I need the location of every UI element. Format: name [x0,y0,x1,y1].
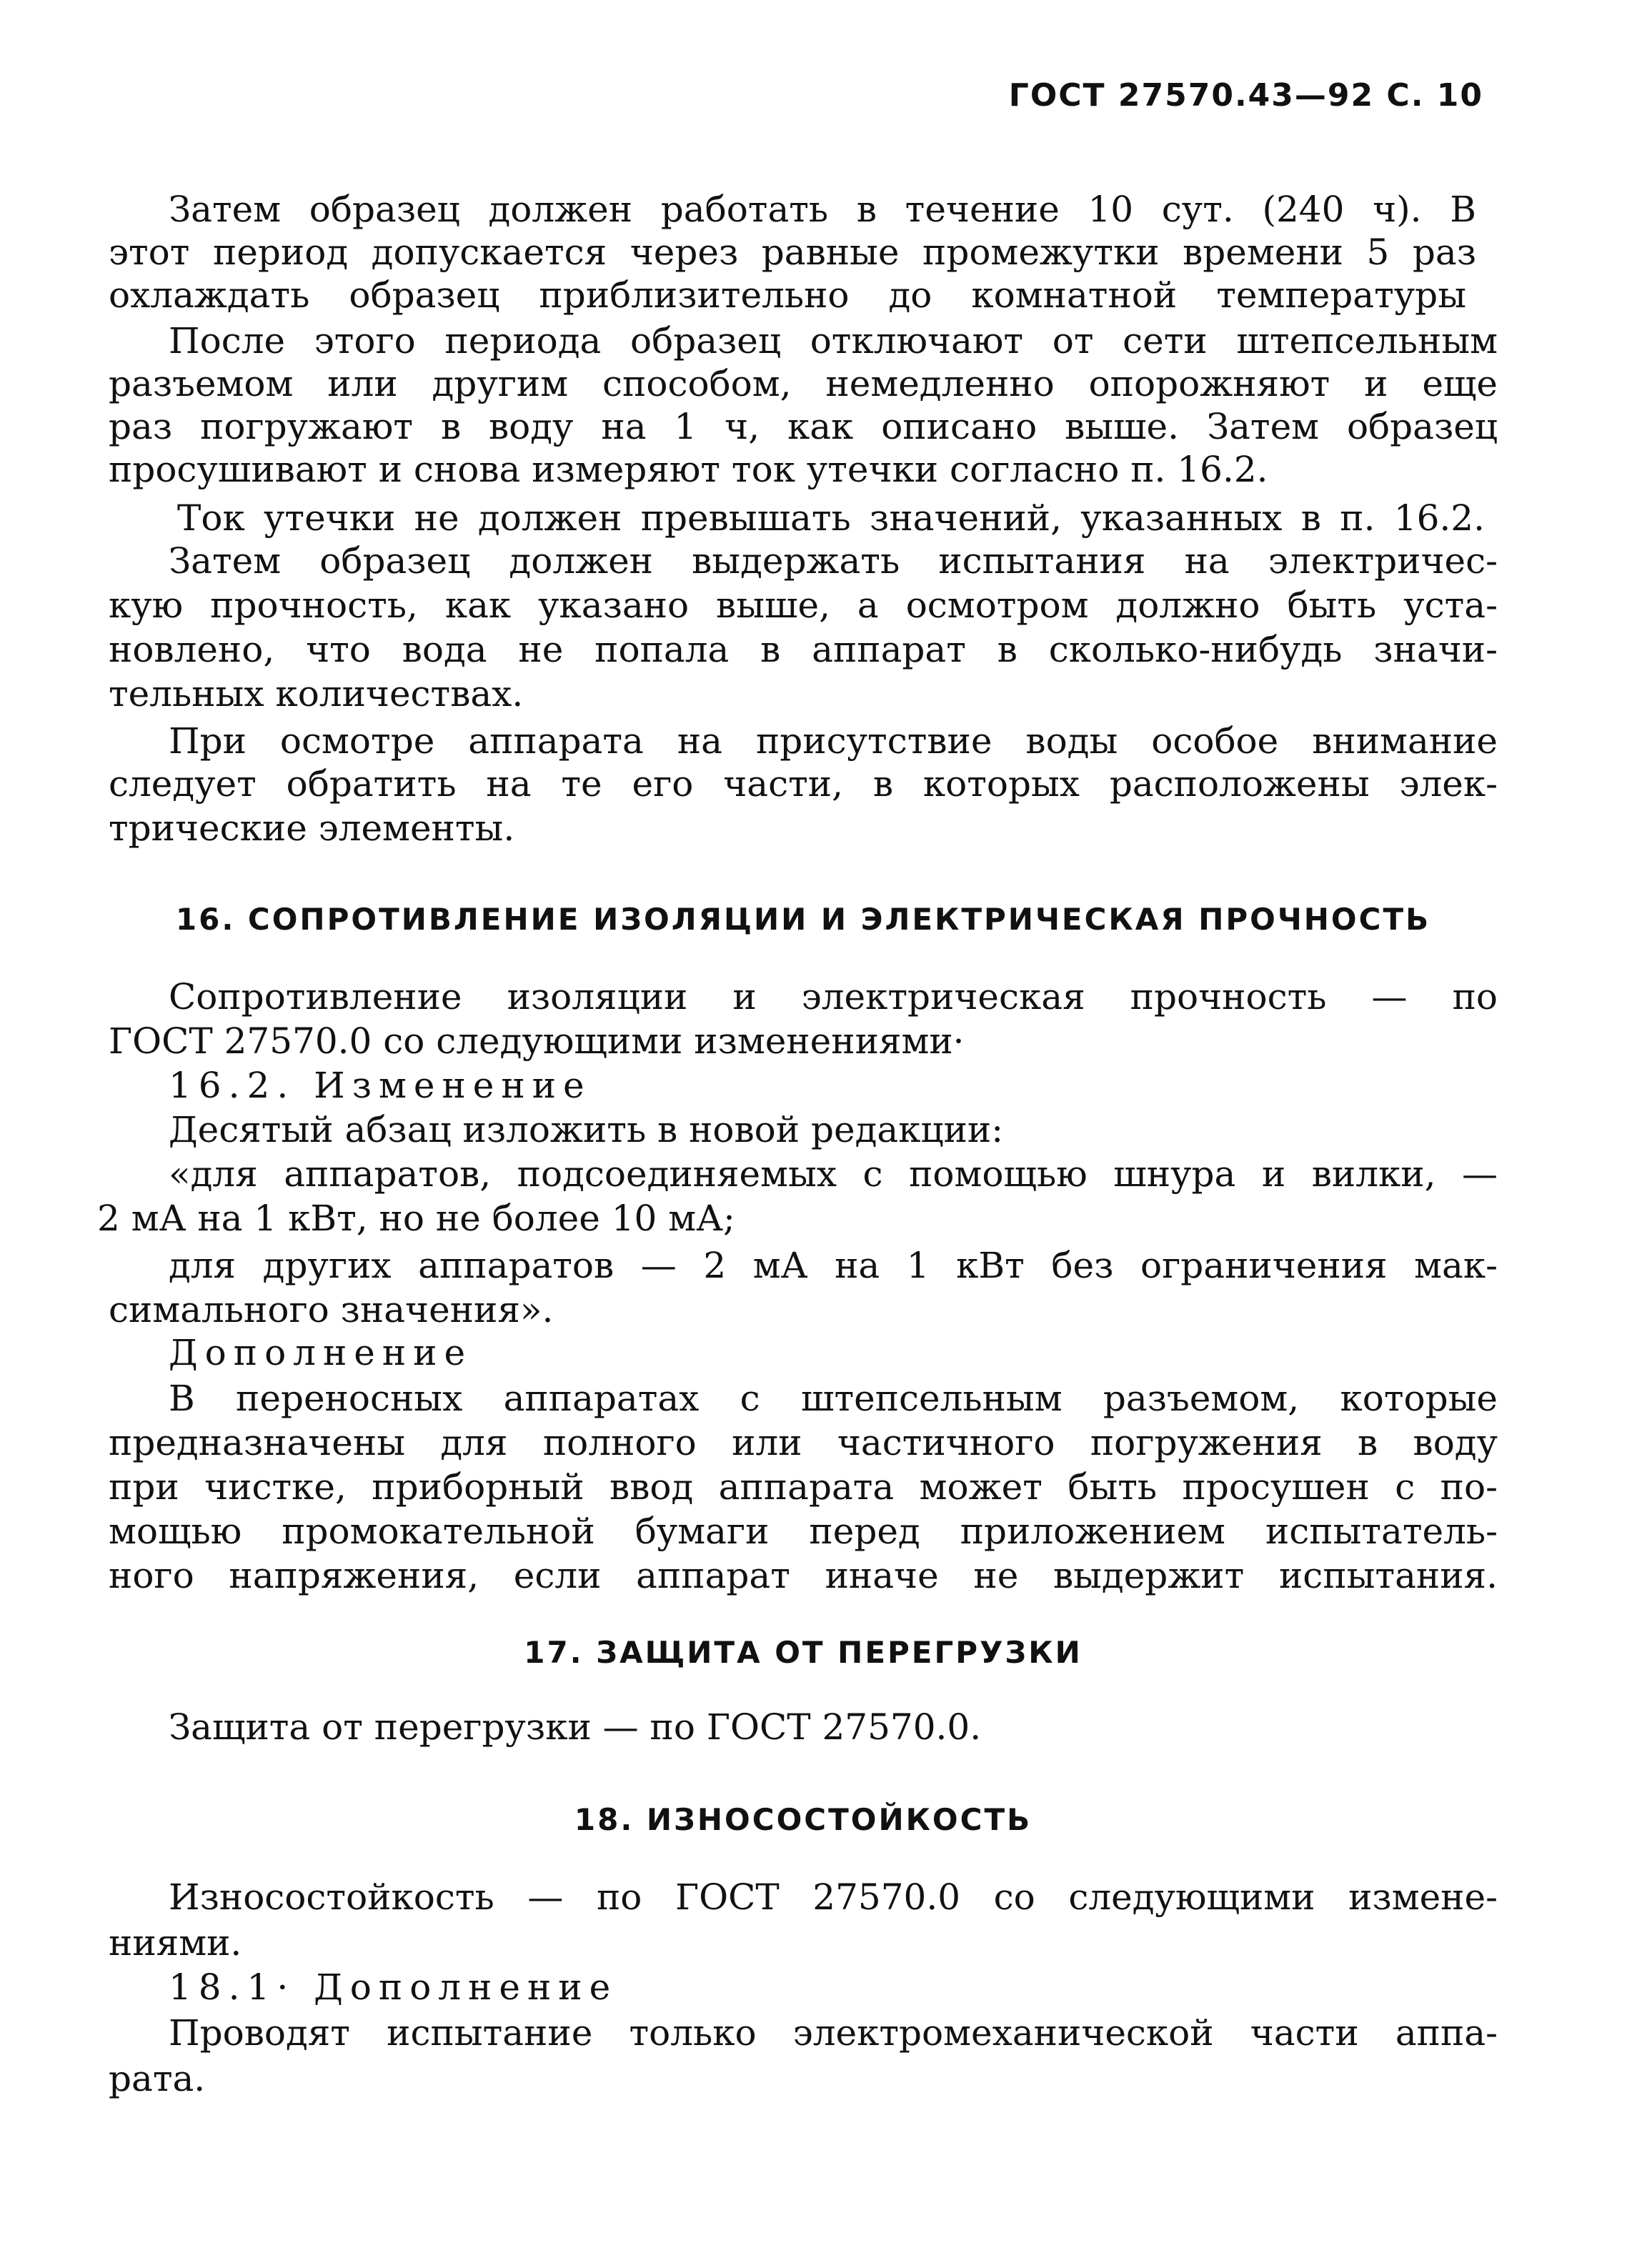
text-line: Проводят испытание только электромеханической части аппа- [169,2012,1498,2054]
text-line: 2 мА на 1 кВт, но не более 10 мА; [97,1198,735,1239]
subsection-label: 16.2. Изменение [169,1065,592,1106]
text-line: симального значения». [109,1289,554,1331]
text-line: Десятый абзац изложить в новой редакции: [169,1109,1004,1150]
text-line: трические элементы. [109,807,515,849]
text-line: Затем образец должен выдержать испытания на электричес- [169,540,1498,582]
page-header: ГОСТ 27570.43—92 С. 10 [1008,77,1483,114]
text-line: «для аппаратов, подсоединяемых с помощью шнура и вилки, — [169,1153,1498,1195]
text-line: разъемом или другим способом, немедленно опорожняют и еще [109,363,1498,404]
text-line: предназначены для полного или частичного погружения в воду [109,1422,1498,1463]
subsection-label: 18.1· Дополнение [169,1966,618,2008]
text-line: ГОСТ 27570.0 со следующими изменениями· [109,1020,965,1062]
text-line: для других аппаратов — 2 мА на 1 кВт без ограничения мак- [169,1245,1498,1286]
text-line: мощью промокательной бумаги перед приложением испытатель- [109,1511,1498,1552]
text-line: Ток утечки не должен превышать значений, указанных в п. 16.2. [177,497,1485,539]
text-line: следует обратить на те его части, в которых расположены элек- [109,763,1498,805]
text-line: при чистке, приборный ввод аппарата может быть просушен с по- [109,1466,1498,1508]
text-line: тельных количествах. [109,673,524,715]
text-line: этот период допускается через равные промежутки времени 5 раз [109,232,1476,273]
text-line: Затем образец должен работать в течение 10 сут. (240 ч). В [169,189,1476,230]
text-line: кую прочность, как указано выше, а осмотром должно быть уста- [109,585,1498,626]
text-line: охлаждать образец приблизительно до комнатной температуры [109,274,1466,316]
text-line: просушивают и снова измеряют ток утечки согласно п. 16.2. [109,449,1268,490]
subsection-label: Дополнение [169,1332,473,1373]
text-line: Защита от перегрузки — по ГОСТ 27570.0. [169,1706,982,1748]
text-line: После этого периода образец отключают от сети штепсельным [169,320,1498,362]
text-line: Износостойкость — по ГОСТ 27570.0 со следующими измене- [169,1876,1498,1918]
text-line: ниями. [109,1922,242,1964]
text-line: Сопротивление изоляции и электрическая прочность — по [169,976,1498,1018]
text-line: новлено, что вода не попала в аппарат в сколько-нибудь значи- [109,629,1498,670]
text-line: ного напряжения, если аппарат иначе не выдержит испытания. [109,1555,1498,1596]
text-line: рата. [109,2058,206,2099]
text-line: При осмотре аппарата на присутствие воды особое внимание [169,720,1498,762]
section-heading-17: 17. ЗАЩИТА ОТ ПЕРЕГРУЗКИ [524,1635,1083,1670]
section-heading-18: 18. ИЗНОСОСТОЙКОСТЬ [574,1802,1032,1837]
text-line: раз погружают в воду на 1 ч, как описано выше. Затем образец [109,406,1498,447]
text-line: В переносных аппаратах с штепсельным разъемом, которые [169,1378,1498,1419]
section-heading-16: 16. СОПРОТИВЛЕНИЕ ИЗОЛЯЦИИ И ЭЛЕКТРИЧЕСКАЯ ПРОЧНОСТЬ [175,902,1431,937]
